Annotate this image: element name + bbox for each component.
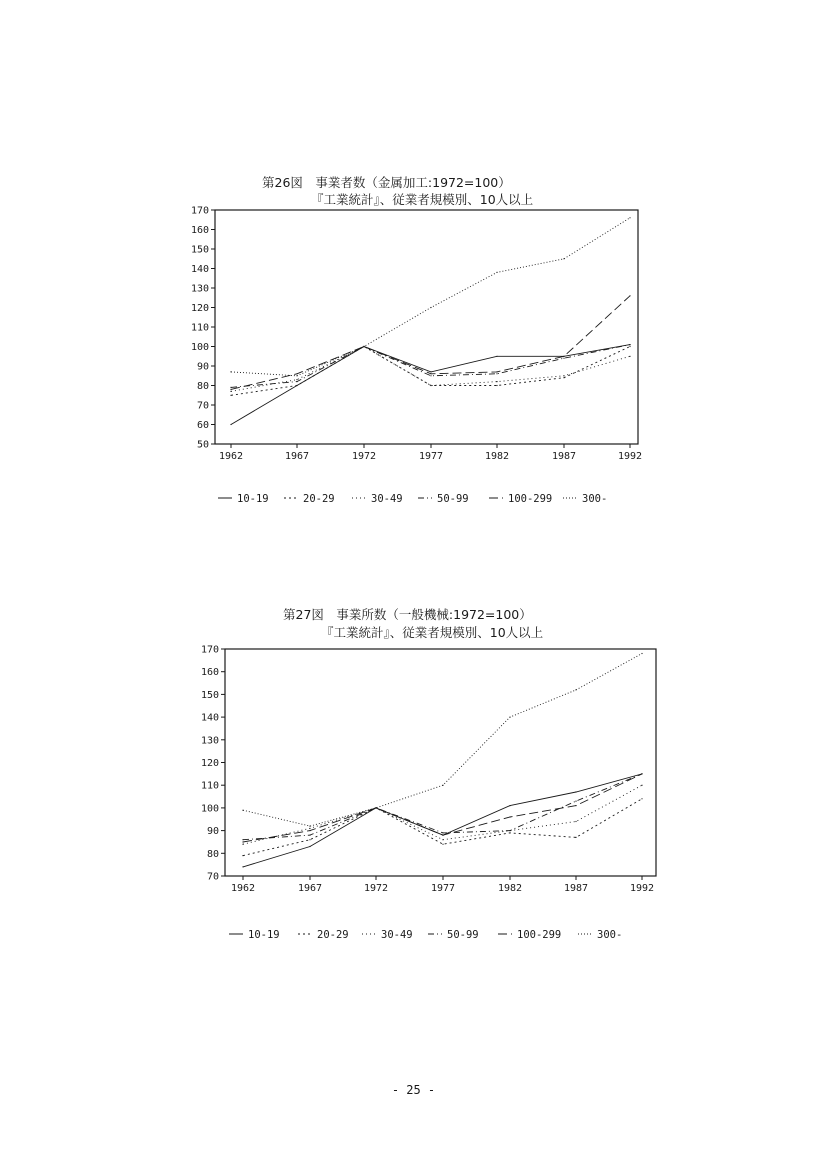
x-tick-label: 1962 (218, 451, 244, 462)
x-tick-label: 1992 (617, 451, 643, 462)
data-point-300- (509, 717, 510, 718)
data-point-10-19 (575, 791, 576, 792)
y-tick-label: 130 (190, 283, 209, 295)
data-point-50-99 (242, 839, 243, 840)
data-point-20-29 (509, 832, 510, 833)
data-point-300- (375, 807, 376, 808)
data-point-50-99 (442, 832, 443, 833)
data-point-100-299 (575, 805, 576, 806)
legend-label: 50-99 (437, 493, 469, 505)
x-tick-label: 1967 (284, 451, 310, 462)
data-point-30-49 (575, 821, 576, 822)
data-point-10-19 (242, 866, 243, 867)
y-tick-label: 130 (200, 735, 219, 747)
chart-title: 第27図 事業所数（一般機械:1972=100） (283, 607, 532, 622)
legend-label: 30-49 (381, 929, 413, 941)
y-tick-label: 110 (190, 322, 209, 334)
x-tick-label: 1972 (363, 883, 389, 894)
data-point-100-299 (509, 816, 510, 817)
y-tick-label: 100 (190, 342, 209, 353)
legend-label: 100-299 (508, 493, 553, 505)
chart-subtitle: 『工業統計』、従業者規模別、10人以上 (311, 192, 534, 207)
legend-label: 10-19 (237, 493, 269, 505)
data-point-30-49 (242, 844, 243, 845)
data-point-20-29 (442, 844, 443, 845)
y-tick-label: 140 (190, 264, 209, 275)
data-point-300- (309, 826, 310, 827)
chart-title: 第26図 事業者数（金属加工:1972=100） (262, 175, 511, 190)
x-tick-label: 1987 (563, 883, 589, 894)
series-line-10-19 (243, 774, 642, 867)
x-tick-label: 1977 (430, 883, 456, 894)
y-tick-label: 80 (206, 848, 219, 860)
y-tick-label: 80 (196, 381, 209, 392)
y-tick-label: 60 (196, 420, 209, 431)
data-point-300- (242, 810, 243, 811)
series-line-50-99 (243, 774, 642, 840)
x-tick-label: 1977 (418, 451, 444, 462)
y-tick-label: 110 (200, 780, 219, 792)
data-point-50-99 (509, 830, 510, 831)
data-point-50-99 (575, 801, 576, 802)
legend-label: 10-19 (248, 929, 280, 941)
y-tick-label: 170 (190, 205, 209, 217)
data-point-50-99 (309, 835, 310, 836)
data-point-20-29 (575, 837, 576, 838)
x-tick-label: 1962 (230, 883, 256, 894)
x-tick-label: 1972 (351, 451, 377, 462)
data-point-300- (442, 785, 443, 786)
legend-label: 300- (582, 493, 608, 505)
y-tick-label: 150 (190, 244, 209, 256)
y-tick-label: 70 (206, 871, 219, 883)
data-point-20-29 (242, 855, 243, 856)
y-tick-label: 90 (196, 361, 209, 373)
data-point-10-19 (509, 805, 510, 806)
chart-subtitle: 『工業統計』、従業者規模別、10人以上 (321, 625, 544, 640)
y-tick-label: 70 (196, 400, 209, 412)
data-point-100-299 (442, 835, 443, 836)
data-point-100-299 (242, 841, 243, 842)
page-number: - 25 - (391, 1083, 436, 1097)
legend-label: 20-29 (303, 493, 335, 505)
x-tick-label: 1992 (629, 883, 655, 894)
data-point-300- (575, 689, 576, 690)
x-tick-label: 1987 (551, 451, 577, 462)
y-tick-label: 160 (190, 225, 209, 236)
plot-frame (225, 649, 656, 876)
y-tick-label: 100 (200, 803, 219, 815)
legend-label: 100-299 (517, 929, 562, 941)
y-tick-label: 50 (196, 439, 209, 451)
data-point-30-49 (309, 828, 310, 829)
series-line-20-29 (243, 799, 642, 856)
legend-label: 50-99 (447, 929, 479, 941)
y-tick-label: 120 (200, 758, 219, 769)
data-point-30-49 (641, 785, 642, 786)
y-tick-label: 120 (190, 303, 209, 314)
legend-label: 300- (597, 929, 623, 941)
y-tick-label: 140 (200, 712, 219, 724)
data-point-100-299 (309, 830, 310, 831)
x-tick-label: 1982 (497, 883, 523, 894)
data-point-300- (641, 653, 642, 654)
y-tick-label: 170 (200, 644, 219, 656)
legend-label: 30-49 (371, 493, 403, 505)
x-tick-label: 1982 (484, 451, 510, 462)
series-line-100-299 (243, 774, 642, 842)
data-point-10-19 (309, 846, 310, 847)
y-tick-label: 150 (200, 689, 219, 701)
data-point-20-29 (309, 839, 310, 840)
legend-label: 20-29 (317, 929, 349, 941)
x-tick-label: 1967 (297, 883, 323, 894)
data-point-30-49 (442, 839, 443, 840)
y-tick-label: 160 (200, 667, 219, 679)
data-point-20-29 (641, 798, 642, 799)
series-line-300- (243, 654, 642, 827)
data-point-100-299 (641, 773, 642, 774)
y-tick-label: 90 (206, 826, 219, 838)
